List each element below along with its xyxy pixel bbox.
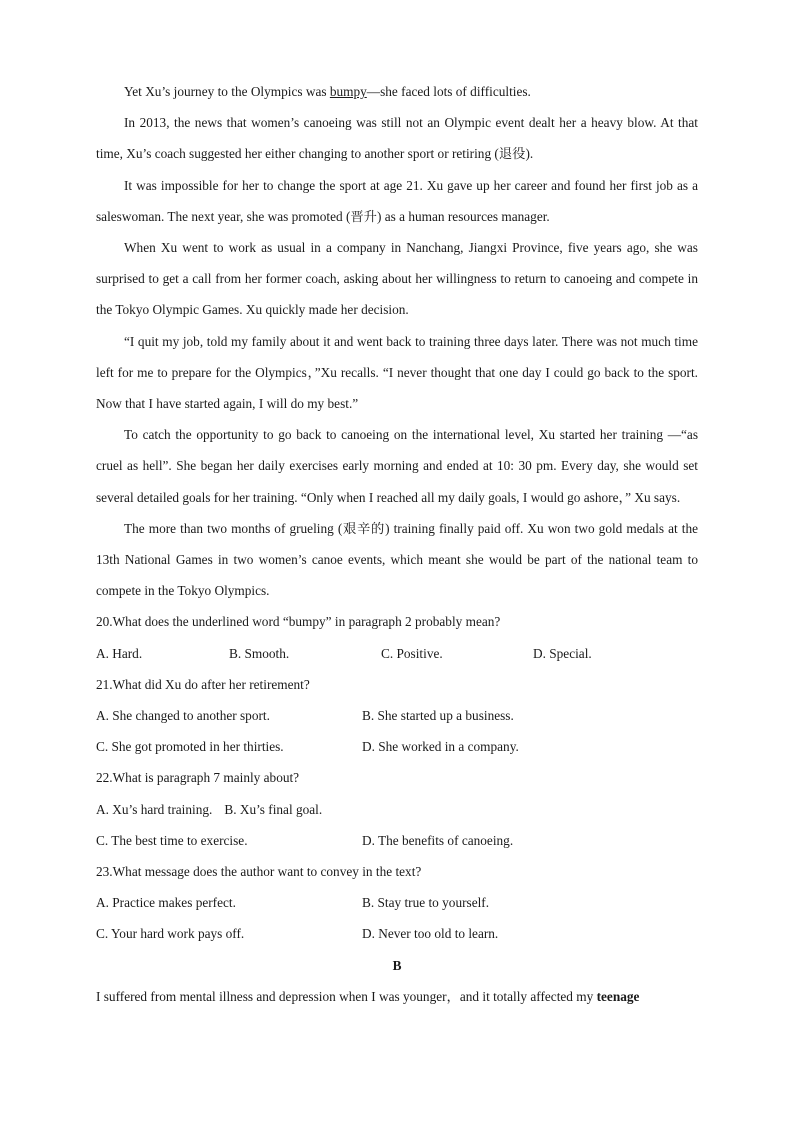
option-c: C. Your hard work pays off.: [96, 926, 245, 942]
paragraph-2: In 2013, the news that women’s canoeing was still not an Olympic event dealt her a heavy blow. At that time, Xu’s coach suggested her either changing to another sport or retiring (退役).: [96, 115, 698, 162]
question-20-options: [96, 638, 698, 669]
paragraph-3: It was impossible for her to change the sport at age 21. Xu gave up her career and found her first job as a saleswoman. The next year, she was promoted (晋升) as a human resources manager.: [96, 177, 698, 224]
question-23-options-cd: [96, 918, 698, 949]
option-d: D. She worked in a company.: [362, 739, 519, 755]
option-a: A. She changed to another sport.: [96, 708, 270, 724]
section-b-first-line: I suffered from mental illness and depression when I was younger，and it totally affected my teenage: [96, 988, 640, 1004]
section-b-heading: B: [392, 957, 402, 973]
option-b: B. Stay true to yourself.: [362, 895, 490, 911]
option-c: C. She got promoted in her thirties.: [96, 739, 284, 755]
paragraph-6: To catch the opportunity to go back to canoeing on the international level, Xu started her training —“as cruel as hell”. She began her daily exercises early morning and ended at 10: 30 pm. Every day, she would set several detailed goals for her training. “Only when I reached all my daily goals, I would go ashore，” Xu says.: [96, 427, 698, 505]
bold-word: teenage: [596, 988, 640, 1004]
question-21-stem: 21.What did Xu do after her retirement?: [96, 676, 310, 692]
question-21-options-cd: [96, 731, 698, 762]
option-b: B. Xu’s final goal.: [224, 801, 323, 817]
question-22-options-ab: [96, 794, 698, 825]
question-20-stem: 20.What does the underlined word “bumpy” in paragraph 2 probably mean?: [96, 614, 501, 630]
option-c: C. The best time to exercise.: [96, 832, 248, 848]
option-a: A. Practice makes perfect.: [96, 895, 236, 911]
paragraph-4: When Xu went to work as usual in a company in Nanchang, Jiangxi Province, five years ago, she was surprised to get a call from her former coach, asking about her willingness to return to canoeing and compete in the Tokyo Olympic Games. Xu quickly made her decision.: [96, 240, 698, 318]
underlined-word: bumpy: [329, 84, 367, 99]
paragraph-5: “I quit my job, told my family about it and went back to training three days later. There was not much time left for me to prepare for the Olympics，”Xu recalls. “I never thought that one day I could go back to the sport. Now that I have started again, I will do my best.”: [96, 333, 698, 412]
question-23-stem: 23.What message does the author want to convey in the text?: [96, 864, 422, 880]
option-a: A. Xu’s hard training.: [96, 801, 213, 817]
option-a: A. Hard.: [96, 645, 143, 661]
option-b: B. She started up a business.: [362, 708, 514, 724]
option-b: B. Smooth.: [229, 645, 290, 661]
option-d: D. The benefits of canoeing.: [362, 832, 514, 848]
option-c: C. Positive.: [381, 645, 443, 661]
option-d: D. Special.: [533, 645, 592, 661]
paragraph-7: The more than two months of grueling (艰辛的) training finally paid off. Xu won two gold medals at the 13th National Games in two women’s canoe events, which meant she would be part of the national team to compete in the Tokyo Olympics.: [96, 520, 698, 599]
question-21-options-ab: [96, 700, 698, 731]
question-22-options-cd: [96, 825, 698, 856]
question-22-stem: 22.What is paragraph 7 mainly about?: [96, 770, 300, 786]
question-23-options-ab: [96, 887, 698, 918]
option-d: D. Never too old to learn.: [362, 926, 499, 942]
paragraph-1: Yet Xu’s journey to the Olympics was bumpy—she faced lots of difficulties.: [124, 84, 531, 99]
